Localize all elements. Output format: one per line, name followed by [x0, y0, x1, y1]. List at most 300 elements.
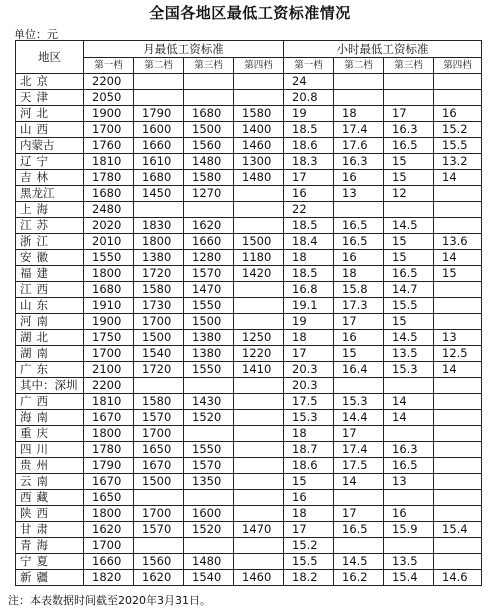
- table-row: [16, 202, 482, 218]
- monthly-tier-1-header: 第一档: [84, 58, 134, 74]
- hourly-tier-3-cell: 14: [384, 410, 434, 426]
- region-cell: 西藏: [16, 490, 84, 506]
- monthly-tier-1-cell: 1670: [84, 474, 134, 490]
- table-row: [16, 186, 482, 202]
- hourly-tier-3-cell: 16.3: [384, 442, 434, 458]
- hourly-tier-2-cell: [334, 90, 384, 106]
- monthly-tier-2-cell: 1650: [134, 442, 184, 458]
- table-row: [16, 522, 482, 538]
- hourly-tier-4-cell: [434, 538, 482, 554]
- region-cell: 湖南: [16, 346, 84, 362]
- hourly-tier-4-cell: 15.5: [434, 138, 482, 154]
- monthly-tier-4-cell: [234, 474, 284, 490]
- region-cell: 天津: [16, 90, 84, 106]
- monthly-tier-3-cell: 1550: [184, 298, 234, 314]
- monthly-tier-3-cell: 1570: [184, 266, 234, 282]
- monthly-tier-4-cell: [234, 314, 284, 330]
- region-cell: 山西: [16, 122, 84, 138]
- table-row: [16, 282, 482, 298]
- monthly-tier-4-cell: 1180: [234, 250, 284, 266]
- monthly-tier-4-cell: [234, 394, 284, 410]
- monthly-tier-3-cell: [184, 426, 234, 442]
- hourly-tier-4-header: 第四档: [434, 58, 482, 74]
- hourly-tier-2-cell: 17.3: [334, 298, 384, 314]
- hourly-tier-3-cell: 17: [384, 106, 434, 122]
- hourly-tier-3-cell: 14: [384, 394, 434, 410]
- hourly-tier-4-cell: 15.4: [434, 522, 482, 538]
- monthly-tier-1-cell: 2050: [84, 90, 134, 106]
- hourly-tier-3-cell: [384, 90, 434, 106]
- monthly-tier-4-cell: 1580: [234, 106, 284, 122]
- table-body: [16, 74, 482, 586]
- region-cell: 吉林: [16, 170, 84, 186]
- hourly-tier-2-cell: 18: [334, 266, 384, 282]
- region-cell: 辽宁: [16, 154, 84, 170]
- unit-label: 单位：元: [14, 28, 58, 41]
- hourly-tier-3-cell: 15: [384, 314, 434, 330]
- table-row: [16, 442, 482, 458]
- table-row: [16, 74, 482, 90]
- monthly-tier-2-cell: 1720: [134, 362, 184, 378]
- monthly-tier-2-cell: 1380: [134, 250, 184, 266]
- hourly-tier-1-cell: 18: [284, 506, 334, 522]
- monthly-tier-4-cell: [234, 458, 284, 474]
- hourly-tier-4-cell: [434, 410, 482, 426]
- hourly-tier-3-cell: 16.5: [384, 458, 434, 474]
- hourly-tier-4-cell: [434, 426, 482, 442]
- monthly-tier-1-cell: 1760: [84, 138, 134, 154]
- table-row: [16, 538, 482, 554]
- monthly-tier-1-cell: 1670: [84, 410, 134, 426]
- monthly-tier-4-cell: [234, 202, 284, 218]
- monthly-tier-2-cell: 1800: [134, 234, 184, 250]
- footnote: 注：本表数据时间截至2020年3月31日。: [8, 594, 211, 607]
- table-row: [16, 490, 482, 506]
- monthly-tier-4-cell: [234, 490, 284, 506]
- monthly-tier-4-cell: [234, 378, 284, 394]
- hourly-tier-2-cell: 17.6: [334, 138, 384, 154]
- hourly-tier-4-cell: [434, 378, 482, 394]
- hourly-tier-1-cell: 19: [284, 106, 334, 122]
- monthly-tier-2-cell: 1570: [134, 522, 184, 538]
- region-cell: 重庆: [16, 426, 84, 442]
- hourly-tier-4-cell: [434, 218, 482, 234]
- hourly-tier-3-cell: 15.5: [384, 298, 434, 314]
- hourly-header: 小时最低工资标准: [284, 41, 482, 58]
- monthly-tier-4-cell: 1400: [234, 122, 284, 138]
- region-cell: 四川: [16, 442, 84, 458]
- region-cell: 贵州: [16, 458, 84, 474]
- hourly-tier-4-cell: [434, 490, 482, 506]
- monthly-tier-4-cell: [234, 74, 284, 90]
- monthly-tier-1-cell: 1910: [84, 298, 134, 314]
- hourly-tier-2-cell: 15: [334, 346, 384, 362]
- monthly-tier-2-cell: 1610: [134, 154, 184, 170]
- table-row: [16, 362, 482, 378]
- monthly-tier-2-cell: 1830: [134, 218, 184, 234]
- monthly-tier-4-cell: [234, 506, 284, 522]
- region-cell: 浙江: [16, 234, 84, 250]
- region-cell: 新疆: [16, 570, 84, 586]
- monthly-tier-2-cell: 1450: [134, 186, 184, 202]
- hourly-tier-1-cell: 15.3: [284, 410, 334, 426]
- hourly-tier-2-cell: 17.5: [334, 458, 384, 474]
- monthly-tier-1-cell: 1550: [84, 250, 134, 266]
- hourly-tier-3-cell: 12: [384, 186, 434, 202]
- hourly-tier-2-cell: 16: [334, 330, 384, 346]
- table-row: [16, 234, 482, 250]
- hourly-tier-1-cell: 18: [284, 426, 334, 442]
- monthly-tier-2-cell: 1790: [134, 106, 184, 122]
- hourly-tier-2-cell: 13: [334, 186, 384, 202]
- region-cell: 甘肃: [16, 522, 84, 538]
- hourly-tier-2-cell: 16: [334, 170, 384, 186]
- table-row: [16, 410, 482, 426]
- region-cell: 其中：深圳: [16, 378, 84, 394]
- hourly-tier-1-cell: 22: [284, 202, 334, 218]
- hourly-tier-2-cell: [334, 538, 384, 554]
- monthly-tier-1-cell: 2200: [84, 378, 134, 394]
- hourly-tier-2-cell: 15.8: [334, 282, 384, 298]
- monthly-tier-2-header: 第二档: [134, 58, 184, 74]
- region-cell: 广东: [16, 362, 84, 378]
- region-cell: 海南: [16, 410, 84, 426]
- hourly-tier-3-cell: 14.5: [384, 218, 434, 234]
- hourly-tier-4-cell: 13.6: [434, 234, 482, 250]
- monthly-tier-1-cell: 1700: [84, 346, 134, 362]
- monthly-tier-3-cell: 1430: [184, 394, 234, 410]
- monthly-tier-4-cell: 1470: [234, 522, 284, 538]
- monthly-tier-2-cell: 1680: [134, 170, 184, 186]
- hourly-tier-1-cell: 19: [284, 314, 334, 330]
- monthly-tier-4-cell: [234, 426, 284, 442]
- hourly-tier-2-cell: 14.4: [334, 410, 384, 426]
- hourly-tier-1-cell: 16.8: [284, 282, 334, 298]
- table-row: [16, 298, 482, 314]
- hourly-tier-1-cell: 17: [284, 522, 334, 538]
- table-row: [16, 154, 482, 170]
- monthly-tier-1-cell: 1680: [84, 282, 134, 298]
- hourly-tier-1-cell: 15.5: [284, 554, 334, 570]
- monthly-tier-4-cell: [234, 538, 284, 554]
- hourly-tier-2-cell: 17.4: [334, 122, 384, 138]
- hourly-tier-1-cell: 20.3: [284, 378, 334, 394]
- monthly-tier-3-cell: 1660: [184, 234, 234, 250]
- region-cell: 广西: [16, 394, 84, 410]
- monthly-tier-1-cell: 1790: [84, 458, 134, 474]
- monthly-tier-2-cell: 1730: [134, 298, 184, 314]
- hourly-tier-3-cell: [384, 378, 434, 394]
- hourly-tier-4-cell: [434, 202, 482, 218]
- table-row: [16, 330, 482, 346]
- monthly-tier-4-cell: 1410: [234, 362, 284, 378]
- hourly-tier-2-cell: [334, 202, 384, 218]
- hourly-tier-4-cell: [434, 554, 482, 570]
- hourly-tier-1-cell: 18: [284, 330, 334, 346]
- hourly-tier-4-cell: 14: [434, 170, 482, 186]
- hourly-tier-3-cell: 16.5: [384, 266, 434, 282]
- monthly-tier-3-cell: 1500: [184, 314, 234, 330]
- hourly-tier-1-cell: 17: [284, 170, 334, 186]
- hourly-tier-3-cell: 16.5: [384, 138, 434, 154]
- hourly-tier-1-cell: 18.5: [284, 122, 334, 138]
- hourly-tier-2-cell: 16.5: [334, 218, 384, 234]
- region-cell: 山东: [16, 298, 84, 314]
- monthly-tier-3-cell: 1470: [184, 282, 234, 298]
- monthly-tier-1-cell: 1810: [84, 154, 134, 170]
- monthly-tier-2-cell: 1560: [134, 554, 184, 570]
- monthly-tier-2-cell: 1660: [134, 138, 184, 154]
- monthly-tier-4-cell: [234, 186, 284, 202]
- monthly-tier-2-cell: 1570: [134, 410, 184, 426]
- monthly-tier-2-cell: 1670: [134, 458, 184, 474]
- hourly-tier-2-cell: 16.5: [334, 522, 384, 538]
- hourly-tier-4-cell: 13: [434, 330, 482, 346]
- table-row: [16, 378, 482, 394]
- monthly-tier-1-cell: 1900: [84, 106, 134, 122]
- region-cell: 福建: [16, 266, 84, 282]
- monthly-tier-3-cell: 1600: [184, 506, 234, 522]
- table-row: [16, 122, 482, 138]
- monthly-tier-3-cell: 1350: [184, 474, 234, 490]
- monthly-tier-1-cell: 2020: [84, 218, 134, 234]
- monthly-tier-1-cell: 1680: [84, 186, 134, 202]
- table-row: [16, 394, 482, 410]
- monthly-tier-4-cell: 1500: [234, 234, 284, 250]
- hourly-tier-1-cell: 18.2: [284, 570, 334, 586]
- hourly-tier-3-cell: 15: [384, 234, 434, 250]
- monthly-tier-3-cell: 1560: [184, 138, 234, 154]
- monthly-tier-3-cell: 1570: [184, 458, 234, 474]
- hourly-tier-1-cell: 16: [284, 186, 334, 202]
- monthly-tier-3-header: 第三档: [184, 58, 234, 74]
- monthly-tier-2-cell: [134, 74, 184, 90]
- monthly-tier-1-cell: 1660: [84, 554, 134, 570]
- hourly-tier-4-cell: [434, 394, 482, 410]
- monthly-tier-1-cell: 1800: [84, 266, 134, 282]
- monthly-tier-1-cell: 1800: [84, 426, 134, 442]
- hourly-tier-3-cell: 15.3: [384, 362, 434, 378]
- hourly-tier-4-cell: [434, 314, 482, 330]
- hourly-tier-2-cell: [334, 378, 384, 394]
- monthly-tier-3-cell: 1480: [184, 154, 234, 170]
- table-row: [16, 106, 482, 122]
- region-cell: 上海: [16, 202, 84, 218]
- hourly-tier-4-cell: 14: [434, 250, 482, 266]
- hourly-tier-2-cell: [334, 74, 384, 90]
- hourly-tier-2-cell: 15.3: [334, 394, 384, 410]
- hourly-tier-4-cell: [434, 458, 482, 474]
- hourly-tier-4-cell: [434, 442, 482, 458]
- table-row: [16, 138, 482, 154]
- monthly-tier-4-cell: 1250: [234, 330, 284, 346]
- hourly-tier-2-cell: 14: [334, 474, 384, 490]
- hourly-tier-4-cell: [434, 74, 482, 90]
- monthly-tier-3-cell: 1550: [184, 442, 234, 458]
- table-row: [16, 170, 482, 186]
- monthly-tier-1-cell: 1820: [84, 570, 134, 586]
- monthly-tier-1-cell: 2200: [84, 74, 134, 90]
- region-cell: 内蒙古: [16, 138, 84, 154]
- monthly-tier-1-cell: 1800: [84, 506, 134, 522]
- hourly-tier-1-cell: 18.6: [284, 138, 334, 154]
- monthly-tier-4-cell: [234, 442, 284, 458]
- table-row: [16, 506, 482, 522]
- monthly-tier-4-cell: [234, 90, 284, 106]
- hourly-tier-4-cell: 14.6: [434, 570, 482, 586]
- page-title: 全国各地区最低工资标准情况: [149, 4, 351, 22]
- hourly-tier-2-cell: 16.5: [334, 234, 384, 250]
- monthly-tier-2-cell: 1500: [134, 474, 184, 490]
- hourly-tier-4-cell: [434, 90, 482, 106]
- hourly-tier-3-cell: 15.4: [384, 570, 434, 586]
- region-cell: 青海: [16, 538, 84, 554]
- hourly-tier-1-cell: 18.6: [284, 458, 334, 474]
- hourly-tier-1-cell: 18.3: [284, 154, 334, 170]
- hourly-tier-2-cell: 16: [334, 250, 384, 266]
- hourly-tier-3-cell: 13.5: [384, 554, 434, 570]
- monthly-tier-4-header: 第四档: [234, 58, 284, 74]
- monthly-tier-3-cell: 1270: [184, 186, 234, 202]
- hourly-tier-1-cell: 15: [284, 474, 334, 490]
- monthly-tier-3-cell: [184, 538, 234, 554]
- hourly-tier-2-cell: 16.3: [334, 154, 384, 170]
- hourly-tier-2-cell: 18: [334, 106, 384, 122]
- hourly-tier-4-cell: 15.2: [434, 122, 482, 138]
- monthly-tier-2-cell: [134, 202, 184, 218]
- monthly-tier-2-cell: 1700: [134, 506, 184, 522]
- table-row: [16, 266, 482, 282]
- hourly-tier-2-cell: 17: [334, 426, 384, 442]
- hourly-tier-2-cell: 17: [334, 314, 384, 330]
- monthly-tier-4-cell: [234, 410, 284, 426]
- monthly-tier-1-cell: 2100: [84, 362, 134, 378]
- monthly-tier-1-cell: 1750: [84, 330, 134, 346]
- hourly-tier-1-cell: 18.5: [284, 218, 334, 234]
- monthly-tier-4-cell: 1420: [234, 266, 284, 282]
- monthly-tier-3-cell: 1480: [184, 554, 234, 570]
- monthly-tier-4-cell: [234, 554, 284, 570]
- monthly-tier-3-cell: 1550: [184, 362, 234, 378]
- hourly-tier-3-cell: 13.5: [384, 346, 434, 362]
- region-cell: 陕西: [16, 506, 84, 522]
- region-cell: 黑龙江: [16, 186, 84, 202]
- hourly-tier-4-cell: [434, 474, 482, 490]
- monthly-tier-2-cell: [134, 378, 184, 394]
- hourly-tier-3-cell: 15: [384, 170, 434, 186]
- monthly-tier-3-cell: 1540: [184, 570, 234, 586]
- hourly-tier-4-cell: 15: [434, 266, 482, 282]
- monthly-tier-3-cell: [184, 490, 234, 506]
- monthly-tier-1-cell: 1810: [84, 394, 134, 410]
- hourly-tier-2-cell: 16.4: [334, 362, 384, 378]
- table-row: [16, 458, 482, 474]
- monthly-tier-1-cell: 1900: [84, 314, 134, 330]
- monthly-tier-4-cell: 1460: [234, 570, 284, 586]
- hourly-tier-3-cell: 16.3: [384, 122, 434, 138]
- monthly-tier-3-cell: [184, 74, 234, 90]
- monthly-tier-1-cell: 1700: [84, 538, 134, 554]
- hourly-tier-1-cell: 18.4: [284, 234, 334, 250]
- region-cell: 云南: [16, 474, 84, 490]
- hourly-tier-1-header: 第一档: [284, 58, 334, 74]
- hourly-tier-4-cell: [434, 186, 482, 202]
- table-row: [16, 570, 482, 586]
- hourly-tier-3-cell: 13: [384, 474, 434, 490]
- region-cell: 江西: [16, 282, 84, 298]
- monthly-tier-2-cell: 1600: [134, 122, 184, 138]
- monthly-tier-3-cell: 1520: [184, 410, 234, 426]
- region-cell: 宁夏: [16, 554, 84, 570]
- monthly-tier-1-cell: 1700: [84, 122, 134, 138]
- hourly-tier-1-cell: 24: [284, 74, 334, 90]
- monthly-tier-4-cell: [234, 218, 284, 234]
- hourly-tier-3-cell: 15.9: [384, 522, 434, 538]
- monthly-tier-3-cell: 1280: [184, 250, 234, 266]
- hourly-tier-3-cell: [384, 426, 434, 442]
- monthly-tier-4-cell: [234, 298, 284, 314]
- hourly-tier-4-cell: 16: [434, 106, 482, 122]
- region-cell: 北京: [16, 74, 84, 90]
- monthly-tier-3-cell: [184, 378, 234, 394]
- monthly-tier-2-cell: 1700: [134, 426, 184, 442]
- monthly-tier-3-cell: 1520: [184, 522, 234, 538]
- monthly-tier-2-cell: 1580: [134, 282, 184, 298]
- hourly-tier-1-cell: 15.2: [284, 538, 334, 554]
- monthly-header: 月最低工资标准: [84, 41, 284, 58]
- region-cell: 安徽: [16, 250, 84, 266]
- hourly-tier-3-cell: [384, 490, 434, 506]
- monthly-tier-2-cell: 1500: [134, 330, 184, 346]
- monthly-tier-2-cell: 1720: [134, 266, 184, 282]
- monthly-tier-1-cell: 1780: [84, 170, 134, 186]
- monthly-tier-2-cell: 1580: [134, 394, 184, 410]
- hourly-tier-2-cell: 14.5: [334, 554, 384, 570]
- hourly-tier-3-cell: 15: [384, 250, 434, 266]
- hourly-tier-3-cell: [384, 538, 434, 554]
- hourly-tier-1-cell: 16: [284, 490, 334, 506]
- monthly-tier-1-cell: 1620: [84, 522, 134, 538]
- monthly-tier-3-cell: 1500: [184, 122, 234, 138]
- hourly-tier-2-cell: [334, 490, 384, 506]
- hourly-tier-1-cell: 17.5: [284, 394, 334, 410]
- monthly-tier-3-cell: 1380: [184, 330, 234, 346]
- monthly-tier-2-cell: 1700: [134, 314, 184, 330]
- monthly-tier-2-cell: [134, 490, 184, 506]
- hourly-tier-2-header: 第二档: [334, 58, 384, 74]
- hourly-tier-3-cell: 16: [384, 506, 434, 522]
- monthly-tier-3-cell: 1380: [184, 346, 234, 362]
- hourly-tier-2-cell: 17: [334, 506, 384, 522]
- table-row: [16, 314, 482, 330]
- hourly-tier-4-cell: 12.5: [434, 346, 482, 362]
- monthly-tier-1-cell: 1780: [84, 442, 134, 458]
- monthly-tier-2-cell: [134, 538, 184, 554]
- monthly-tier-4-cell: 1480: [234, 170, 284, 186]
- hourly-tier-4-cell: 13.2: [434, 154, 482, 170]
- table-row: [16, 426, 482, 442]
- monthly-tier-4-cell: 1220: [234, 346, 284, 362]
- region-header: 地区: [16, 41, 84, 74]
- monthly-tier-2-cell: 1620: [134, 570, 184, 586]
- hourly-tier-3-cell: 14.5: [384, 330, 434, 346]
- hourly-tier-4-cell: [434, 298, 482, 314]
- monthly-tier-1-cell: 2480: [84, 202, 134, 218]
- hourly-tier-3-cell: [384, 74, 434, 90]
- table-row: [16, 346, 482, 362]
- hourly-tier-4-cell: [434, 506, 482, 522]
- monthly-tier-1-cell: 2010: [84, 234, 134, 250]
